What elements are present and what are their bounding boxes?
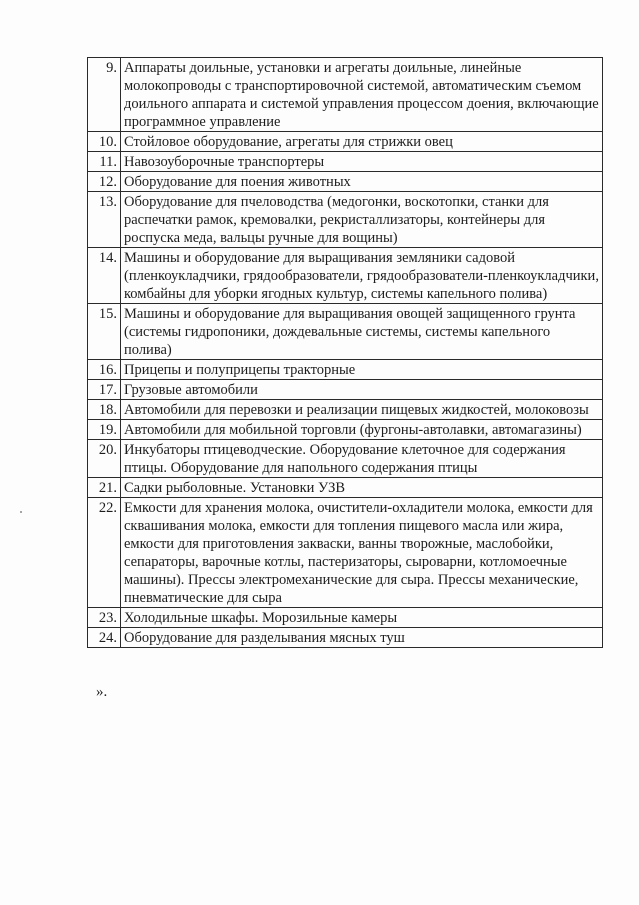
table-row [88, 152, 603, 172]
table-row [88, 608, 603, 628]
row-number: 9. [88, 58, 121, 132]
row-number: 16. [88, 360, 121, 380]
table-row [88, 248, 603, 304]
row-number: 22. [88, 498, 121, 608]
row-text: Автомобили для мобильной торговли (фургоны-автолавки, автомагазины) [121, 420, 603, 440]
table-row [88, 420, 603, 440]
row-text: Аппараты доильные, установки и агрегаты доильные, линейные молокопроводы с транспортировочной системой, автоматическим съемом доильного аппарата и системой управления процессом доения, включающие программное управление [121, 58, 603, 132]
row-number: 24. [88, 628, 121, 648]
row-text: Оборудование для поения животных [121, 172, 603, 192]
row-number: 20. [88, 440, 121, 478]
closing-quote-mark: ». [96, 684, 108, 700]
table-row [88, 440, 603, 478]
table-row [88, 628, 603, 648]
table-row [88, 380, 603, 400]
row-number: 18. [88, 400, 121, 420]
row-text: Емкости для хранения молока, очистители-охладители молока, емкости для сквашивания молока, емкости для топления пищевого масла или жира, емкости для приготовления закваски, ванны творожные, маслобойки, сепараторы, варочные котлы, пастеризаторы, сыроварни, котломоечные машины). Прессы электромеханические для сыра. Прессы механические, пневматические для сыра [121, 498, 603, 608]
row-number: 17. [88, 380, 121, 400]
row-text: Стойловое оборудование, агрегаты для стрижки овец [121, 132, 603, 152]
row-number: 12. [88, 172, 121, 192]
table-row [88, 132, 603, 152]
row-text: Машины и оборудование для выращивания овощей защищенного грунта (системы гидропоники, дождевальные системы, системы капельного полива) [121, 304, 603, 360]
row-number: 13. [88, 192, 121, 248]
row-number: 14. [88, 248, 121, 304]
table-row [88, 478, 603, 498]
row-text: Инкубаторы птицеводческие. Оборудование клеточное для содержания птицы. Оборудование для напольного содержания птицы [121, 440, 603, 478]
row-text: Грузовые автомобили [121, 380, 603, 400]
table-row [88, 400, 603, 420]
row-text: Садки рыболовные. Установки УЗВ [121, 478, 603, 498]
row-text: Оборудование для пчеловодства (медогонки, воскотопки, станки для распечатки рамок, кремовалки, рекристаллизаторы, контейнеры для роспуска меда, вальцы ручные для вощины) [121, 192, 603, 248]
row-text: Холодильные шкафы. Морозильные камеры [121, 608, 603, 628]
scan-speck [20, 511, 22, 513]
table-row [88, 498, 603, 608]
table-row [88, 192, 603, 248]
row-text: Автомобили для перевозки и реализации пищевых жидкостей, молоковозы [121, 400, 603, 420]
row-number: 23. [88, 608, 121, 628]
row-number: 15. [88, 304, 121, 360]
row-number: 21. [88, 478, 121, 498]
row-text: Оборудование для разделывания мясных туш [121, 628, 603, 648]
row-text: Машины и оборудование для выращивания земляники садовой (пленкоукладчики, грядообразователи, грядообразователи-пленкоукладчики, комбайны для уборки ягодных культур, системы капельного полива) [121, 248, 603, 304]
table-row [88, 172, 603, 192]
table-row [88, 360, 603, 380]
row-number: 10. [88, 132, 121, 152]
row-text: Прицепы и полуприцепы тракторные [121, 360, 603, 380]
row-text: Навозоуборочные транспортеры [121, 152, 603, 172]
table-body [88, 58, 603, 648]
equipment-list-table [87, 57, 603, 648]
row-number: 11. [88, 152, 121, 172]
table-row [88, 304, 603, 360]
table-row [88, 58, 603, 132]
row-number: 19. [88, 420, 121, 440]
